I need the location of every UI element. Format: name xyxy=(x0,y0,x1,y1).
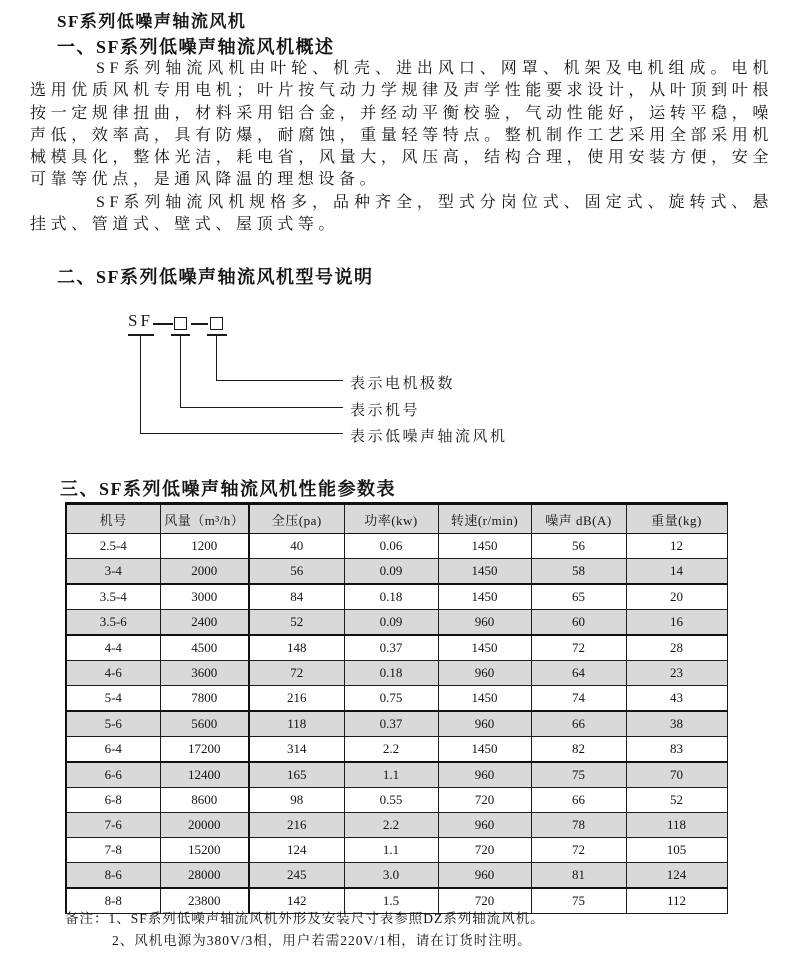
model-label-size: 表示机号 xyxy=(350,403,421,419)
model-dash-2 xyxy=(191,323,208,325)
table-cell: 216 xyxy=(249,686,344,712)
section-overview-heading: 一、SF系列低噪声轴流风机概述 xyxy=(57,37,335,57)
table-row xyxy=(66,711,727,737)
col-header-airflow: 风量（m³/h） xyxy=(160,504,249,534)
table-cell: 720 xyxy=(438,788,531,813)
table-cell: 74 xyxy=(531,686,626,712)
table-cell: 3600 xyxy=(160,661,249,686)
performance-table-body xyxy=(66,534,727,914)
table-cell: 15200 xyxy=(160,838,249,863)
table-cell: 23 xyxy=(626,661,727,686)
col-header-noise: 噪声 dB(A) xyxy=(531,504,626,534)
table-cell: 6-6 xyxy=(66,762,160,788)
table-cell: 1450 xyxy=(438,737,531,763)
model-designation-diagram xyxy=(100,308,530,450)
table-cell: 72 xyxy=(531,838,626,863)
table-cell: 72 xyxy=(531,635,626,661)
table-cell: 64 xyxy=(531,661,626,686)
table-cell: 0.37 xyxy=(344,635,438,661)
remark-line-2: 2、风机电源为380V/3相，用户若需220V/1相，请在订货时注明。 xyxy=(112,933,532,948)
table-cell: 960 xyxy=(438,762,531,788)
table-cell: 0.18 xyxy=(344,661,438,686)
table-cell: 0.75 xyxy=(344,686,438,712)
table-row xyxy=(66,610,727,636)
table-cell: 2.2 xyxy=(344,813,438,838)
table-cell: 1450 xyxy=(438,635,531,661)
table-cell: 23800 xyxy=(160,888,249,914)
table-cell: 2400 xyxy=(160,610,249,636)
table-cell: 5600 xyxy=(160,711,249,737)
model-dash-1 xyxy=(153,323,173,325)
table-cell: 960 xyxy=(438,863,531,889)
col-header-power: 功率(kw) xyxy=(344,504,438,534)
table-cell: 1.1 xyxy=(344,838,438,863)
table-cell: 960 xyxy=(438,711,531,737)
table-cell: 1450 xyxy=(438,686,531,712)
table-cell: 5-6 xyxy=(66,711,160,737)
table-cell: 1450 xyxy=(438,534,531,559)
table-cell: 960 xyxy=(438,610,531,636)
leader-vertical-series xyxy=(140,334,141,434)
table-cell: 12400 xyxy=(160,762,249,788)
table-cell: 72 xyxy=(249,661,344,686)
table-cell: 720 xyxy=(438,838,531,863)
table-cell: 142 xyxy=(249,888,344,914)
table-cell: 70 xyxy=(626,762,727,788)
table-cell: 124 xyxy=(249,838,344,863)
overview-paragraph-1: SF系列轴流风机由叶轮、机壳、进出风口、网罩、机架及电机组成。电机选用优质风机专用电机；叶片按气动力学规律及声学性能要求设计，从叶顶到叶根按一定规律扭曲，材料采用铝合金，并经动平衡校验，气动性能好，运转平稳，噪声低，效率高，具有防爆，耐腐蚀，重量轻等特点。整机制作工艺采用全部采用机械模具化，整体光洁，耗电省，风量大，风压高，结构合理，使用安装方便，安全可靠等优点，是通风降温的理想设备。 xyxy=(30,60,773,189)
table-cell: 1450 xyxy=(438,559,531,585)
table-cell: 17200 xyxy=(160,737,249,763)
table-cell: 314 xyxy=(249,737,344,763)
leader-horizontal-size xyxy=(180,407,343,408)
table-cell: 28000 xyxy=(160,863,249,889)
table-cell: 112 xyxy=(626,888,727,914)
section-performance-heading: 三、SF系列低噪声轴流风机性能参数表 xyxy=(60,479,397,499)
table-cell: 118 xyxy=(626,813,727,838)
table-row xyxy=(66,534,727,559)
table-cell: 78 xyxy=(531,813,626,838)
leader-horizontal-pole xyxy=(216,380,343,381)
table-cell: 84 xyxy=(249,584,344,610)
leader-vertical-size xyxy=(180,334,181,408)
col-header-weight: 重量(kg) xyxy=(626,504,727,534)
table-cell: 960 xyxy=(438,813,531,838)
table-cell: 16 xyxy=(626,610,727,636)
table-cell: 52 xyxy=(626,788,727,813)
table-cell: 4-6 xyxy=(66,661,160,686)
table-cell: 56 xyxy=(531,534,626,559)
table-cell: 14 xyxy=(626,559,727,585)
table-cell: 81 xyxy=(531,863,626,889)
table-cell: 7800 xyxy=(160,686,249,712)
table-cell: 4-4 xyxy=(66,635,160,661)
table-cell: 0.18 xyxy=(344,584,438,610)
table-row xyxy=(66,635,727,661)
table-cell: 0.37 xyxy=(344,711,438,737)
table-cell: 83 xyxy=(626,737,727,763)
table-cell: 82 xyxy=(531,737,626,763)
overview-paragraphs xyxy=(30,58,773,236)
table-cell: 75 xyxy=(531,888,626,914)
table-row xyxy=(66,762,727,788)
table-row xyxy=(66,686,727,712)
table-row xyxy=(66,737,727,763)
table-cell: 124 xyxy=(626,863,727,889)
table-cell: 60 xyxy=(531,610,626,636)
table-cell: 6-4 xyxy=(66,737,160,763)
table-cell: 118 xyxy=(249,711,344,737)
table-cell: 1200 xyxy=(160,534,249,559)
table-cell: 8-8 xyxy=(66,888,160,914)
table-cell: 75 xyxy=(531,762,626,788)
leader-vertical-pole xyxy=(216,334,217,381)
col-header-model: 机号 xyxy=(66,504,160,534)
table-cell: 43 xyxy=(626,686,727,712)
table-cell: 5-4 xyxy=(66,686,160,712)
table-cell: 1.1 xyxy=(344,762,438,788)
table-cell: 3-4 xyxy=(66,559,160,585)
table-row xyxy=(66,584,727,610)
performance-table xyxy=(65,502,728,914)
table-cell: 0.09 xyxy=(344,559,438,585)
section-model-heading: 二、SF系列低噪声轴流风机型号说明 xyxy=(57,267,374,287)
table-cell: 8-6 xyxy=(66,863,160,889)
table-cell: 216 xyxy=(249,813,344,838)
table-cell: 8600 xyxy=(160,788,249,813)
table-cell: 148 xyxy=(249,635,344,661)
table-row xyxy=(66,813,727,838)
table-row xyxy=(66,559,727,585)
col-header-pressure: 全压(pa) xyxy=(249,504,344,534)
table-cell: 20 xyxy=(626,584,727,610)
table-cell: 3.5-4 xyxy=(66,584,160,610)
table-cell: 66 xyxy=(531,788,626,813)
table-cell: 165 xyxy=(249,762,344,788)
table-cell: 0.06 xyxy=(344,534,438,559)
table-cell: 3000 xyxy=(160,584,249,610)
table-cell: 2.5-4 xyxy=(66,534,160,559)
table-cell: 56 xyxy=(249,559,344,585)
model-box-size xyxy=(174,317,187,330)
table-cell: 28 xyxy=(626,635,727,661)
table-cell: 2.2 xyxy=(344,737,438,763)
table-cell: 3.5-6 xyxy=(66,610,160,636)
performance-table-head xyxy=(66,504,727,534)
table-cell: 7-6 xyxy=(66,813,160,838)
table-cell: 0.09 xyxy=(344,610,438,636)
table-cell: 58 xyxy=(531,559,626,585)
table-cell: 52 xyxy=(249,610,344,636)
table-cell: 1.5 xyxy=(344,888,438,914)
table-cell: 1450 xyxy=(438,584,531,610)
table-cell: 7-8 xyxy=(66,838,160,863)
table-row xyxy=(66,863,727,889)
model-box-pole xyxy=(210,317,223,330)
table-cell: 65 xyxy=(531,584,626,610)
table-cell: 0.55 xyxy=(344,788,438,813)
document-title: SF系列低噪声轴流风机 xyxy=(57,12,247,31)
model-label-pole: 表示电机极数 xyxy=(350,376,456,392)
table-header-row xyxy=(66,504,727,534)
table-cell: 960 xyxy=(438,661,531,686)
table-cell: 20000 xyxy=(160,813,249,838)
table-cell: 2000 xyxy=(160,559,249,585)
table-cell: 105 xyxy=(626,838,727,863)
col-header-speed: 转速(r/min) xyxy=(438,504,531,534)
table-row xyxy=(66,838,727,863)
remark-line-1: 备注：1、SF系列低噪声轴流风机外形及安装尺寸表参照DZ系列轴流风机。 xyxy=(65,911,545,926)
remarks xyxy=(65,908,545,952)
model-prefix-text: SF xyxy=(128,311,153,330)
table-cell: 12 xyxy=(626,534,727,559)
overview-paragraph-2: SF系列轴流风机规格多，品种齐全，型式分岗位式、固定式、旋转式、悬挂式、管道式、壁式、屋顶式等。 xyxy=(30,193,773,234)
table-row xyxy=(66,788,727,813)
table-row xyxy=(66,661,727,686)
model-label-series: 表示低噪声轴流风机 xyxy=(350,429,508,445)
table-cell: 6-8 xyxy=(66,788,160,813)
table-cell: 3.0 xyxy=(344,863,438,889)
table-cell: 66 xyxy=(531,711,626,737)
table-cell: 40 xyxy=(249,534,344,559)
leader-horizontal-series xyxy=(140,433,343,434)
table-cell: 38 xyxy=(626,711,727,737)
table-cell: 245 xyxy=(249,863,344,889)
table-cell: 98 xyxy=(249,788,344,813)
table-cell: 4500 xyxy=(160,635,249,661)
table-cell: 720 xyxy=(438,888,531,914)
